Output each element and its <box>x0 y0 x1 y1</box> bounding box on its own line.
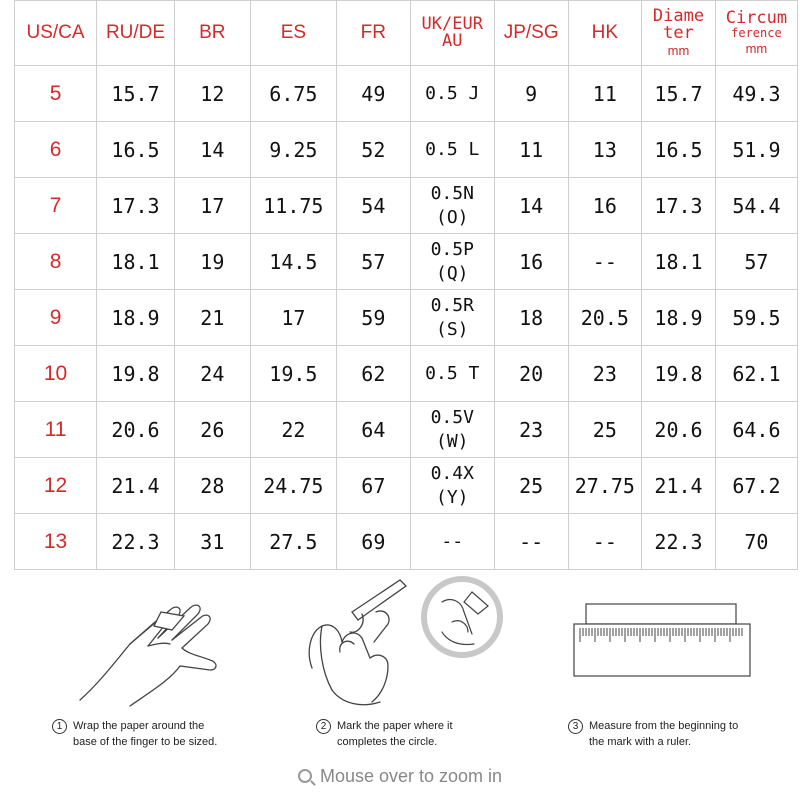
cell-br: 31 <box>174 514 250 570</box>
uk-size-line1: 0.5R <box>430 294 474 316</box>
cell-diameter: 22.3 <box>642 514 716 570</box>
cell-es: 27.5 <box>250 514 336 570</box>
cell-ru-de: 18.9 <box>97 290 175 346</box>
cell-us-ca: 7 <box>15 178 97 234</box>
ruler-icon <box>566 598 756 682</box>
cell-fr: 54 <box>337 178 411 234</box>
cell-ru-de: 16.5 <box>97 122 175 178</box>
cell-circumference: 67.2 <box>715 458 797 514</box>
header-circ-label-1: Circum <box>725 8 788 28</box>
cell-fr: 49 <box>337 66 411 122</box>
cell-uk-eur-au <box>410 122 494 178</box>
header-circ-label-2: ference <box>731 26 782 40</box>
cell-ru-de: 22.3 <box>97 514 175 570</box>
table-row <box>15 66 798 122</box>
cell-circumference: 49.3 <box>715 66 797 122</box>
step-text-line1: Measure from the beginning to <box>589 720 739 732</box>
uk-size-line1: 0.5P <box>430 238 474 260</box>
uk-size-line1: 0.5 T <box>425 362 480 384</box>
table-row <box>15 402 798 458</box>
hand-mark-icon <box>292 572 532 712</box>
cell-br: 26 <box>174 402 250 458</box>
cell-circumference: 54.4 <box>715 178 797 234</box>
uk-size-line1: 0.5V <box>430 406 474 428</box>
table-row <box>15 178 798 234</box>
cell-hk: 27.75 <box>568 458 642 514</box>
cell-br: 21 <box>174 290 250 346</box>
cell-jp-sg: 25 <box>494 458 568 514</box>
cell-jp-sg: 14 <box>494 178 568 234</box>
cell-ru-de: 19.8 <box>97 346 175 402</box>
header-circ-unit: mm <box>745 41 768 56</box>
cell-br: 24 <box>174 346 250 402</box>
cell-hk: 11 <box>568 66 642 122</box>
cell-fr: 57 <box>337 234 411 290</box>
uk-size-line2: (O) <box>436 206 469 228</box>
header-hk: HK <box>568 1 642 66</box>
size-table-body <box>15 66 798 570</box>
cell-uk-eur-au <box>410 178 494 234</box>
cell-diameter: 18.9 <box>642 290 716 346</box>
header-jp-sg: JP/SG <box>494 1 568 66</box>
cell-fr: 62 <box>337 346 411 402</box>
step-number: 2 <box>316 719 331 734</box>
cell-hk: 13 <box>568 122 642 178</box>
cell-br: 28 <box>174 458 250 514</box>
uk-size-line1: 0.4X <box>430 462 474 484</box>
cell-es: 24.75 <box>250 458 336 514</box>
cell-diameter: 16.5 <box>642 122 716 178</box>
cell-us-ca: 12 <box>15 458 97 514</box>
cell-br: 14 <box>174 122 250 178</box>
cell-uk-eur-au <box>410 402 494 458</box>
step-text-line1: Wrap the paper around the <box>73 720 205 732</box>
cell-jp-sg: 23 <box>494 402 568 458</box>
uk-size-line2: (S) <box>436 318 469 340</box>
uk-size-line2: (Q) <box>436 262 469 284</box>
cell-circumference: 70 <box>715 514 797 570</box>
step-1 <box>52 718 282 750</box>
magnifier-icon <box>298 769 312 783</box>
cell-uk-eur-au <box>410 66 494 122</box>
cell-uk-eur-au <box>410 514 494 570</box>
cell-uk-eur-au <box>410 290 494 346</box>
cell-br: 12 <box>174 66 250 122</box>
header-br: BR <box>174 1 250 66</box>
table-row <box>15 122 798 178</box>
step-number: 1 <box>52 719 67 734</box>
header-diameter-label-2: ter <box>663 23 694 43</box>
cell-jp-sg: 11 <box>494 122 568 178</box>
cell-circumference: 62.1 <box>715 346 797 402</box>
table-row <box>15 458 798 514</box>
cell-jp-sg: -- <box>494 514 568 570</box>
size-table <box>14 0 798 570</box>
cell-us-ca: 11 <box>15 402 97 458</box>
cell-circumference: 64.6 <box>715 402 797 458</box>
uk-size-line2: (W) <box>436 430 469 452</box>
cell-jp-sg: 16 <box>494 234 568 290</box>
cell-es: 19.5 <box>250 346 336 402</box>
cell-diameter: 17.3 <box>642 178 716 234</box>
cell-us-ca: 8 <box>15 234 97 290</box>
header-diameter-label-1: Diame <box>652 6 705 26</box>
cell-us-ca: 6 <box>15 122 97 178</box>
step-text-line2: completes the circle. <box>337 736 438 748</box>
header-us-ca: US/CA <box>15 1 97 66</box>
cell-us-ca: 9 <box>15 290 97 346</box>
cell-es: 9.25 <box>250 122 336 178</box>
cell-ru-de: 21.4 <box>97 458 175 514</box>
ring-size-chart <box>14 0 798 568</box>
cell-es: 14.5 <box>250 234 336 290</box>
cell-jp-sg: 18 <box>494 290 568 346</box>
step-text-line2: base of the finger to be sized. <box>73 736 218 748</box>
cell-es: 17 <box>250 290 336 346</box>
cell-circumference: 51.9 <box>715 122 797 178</box>
cell-hk: 25 <box>568 402 642 458</box>
cell-br: 17 <box>174 178 250 234</box>
step-3 <box>568 718 798 750</box>
table-row <box>15 234 798 290</box>
cell-hk: 23 <box>568 346 642 402</box>
uk-size-line1: 0.5N <box>430 182 474 204</box>
cell-fr: 52 <box>337 122 411 178</box>
cell-circumference: 57 <box>715 234 797 290</box>
step-text-line2: the mark with a ruler. <box>589 736 692 748</box>
cell-circumference: 59.5 <box>715 290 797 346</box>
cell-us-ca: 13 <box>15 514 97 570</box>
header-uk-eur-label: UK/EUR <box>421 14 483 34</box>
cell-diameter: 21.4 <box>642 458 716 514</box>
step-text-line1: Mark the paper where it <box>337 720 453 732</box>
zoom-hint[interactable] <box>0 766 800 787</box>
cell-diameter: 18.1 <box>642 234 716 290</box>
uk-size-line2: (Y) <box>436 486 469 508</box>
cell-hk: -- <box>568 514 642 570</box>
uk-size-line1: 0.5 J <box>425 82 480 104</box>
cell-diameter: 19.8 <box>642 346 716 402</box>
cell-us-ca: 10 <box>15 346 97 402</box>
cell-es: 22 <box>250 402 336 458</box>
cell-uk-eur-au <box>410 346 494 402</box>
header-uk-eur-au <box>410 1 494 66</box>
cell-ru-de: 18.1 <box>97 234 175 290</box>
cell-ru-de: 17.3 <box>97 178 175 234</box>
table-row <box>15 346 798 402</box>
cell-es: 11.75 <box>250 178 336 234</box>
step-number: 3 <box>568 719 583 734</box>
uk-size-line1: 0.5 L <box>425 138 480 160</box>
cell-ru-de: 20.6 <box>97 402 175 458</box>
cell-diameter: 20.6 <box>642 402 716 458</box>
cell-diameter: 15.7 <box>642 66 716 122</box>
cell-fr: 67 <box>337 458 411 514</box>
step-2 <box>316 718 546 750</box>
cell-fr: 64 <box>337 402 411 458</box>
hand-wrap-icon <box>60 582 270 712</box>
cell-fr: 69 <box>337 514 411 570</box>
table-row <box>15 290 798 346</box>
header-au-label: AU <box>442 31 463 51</box>
header-circumference <box>715 1 797 66</box>
cell-uk-eur-au <box>410 234 494 290</box>
cell-jp-sg: 20 <box>494 346 568 402</box>
cell-es: 6.75 <box>250 66 336 122</box>
table-row <box>15 514 798 570</box>
cell-uk-eur-au <box>410 458 494 514</box>
cell-br: 19 <box>174 234 250 290</box>
uk-size-line1: -- <box>441 530 464 552</box>
cell-fr: 59 <box>337 290 411 346</box>
cell-hk: 16 <box>568 178 642 234</box>
header-diameter-unit: mm <box>667 43 690 58</box>
header-diameter <box>642 1 716 66</box>
zoom-hint-text: Mouse over to zoom in <box>319 766 503 786</box>
header-es: ES <box>250 1 336 66</box>
cell-hk: -- <box>568 234 642 290</box>
header-fr: FR <box>337 1 411 66</box>
cell-jp-sg: 9 <box>494 66 568 122</box>
cell-ru-de: 15.7 <box>97 66 175 122</box>
cell-us-ca: 5 <box>15 66 97 122</box>
header-ru-de: RU/DE <box>97 1 175 66</box>
cell-hk: 20.5 <box>568 290 642 346</box>
